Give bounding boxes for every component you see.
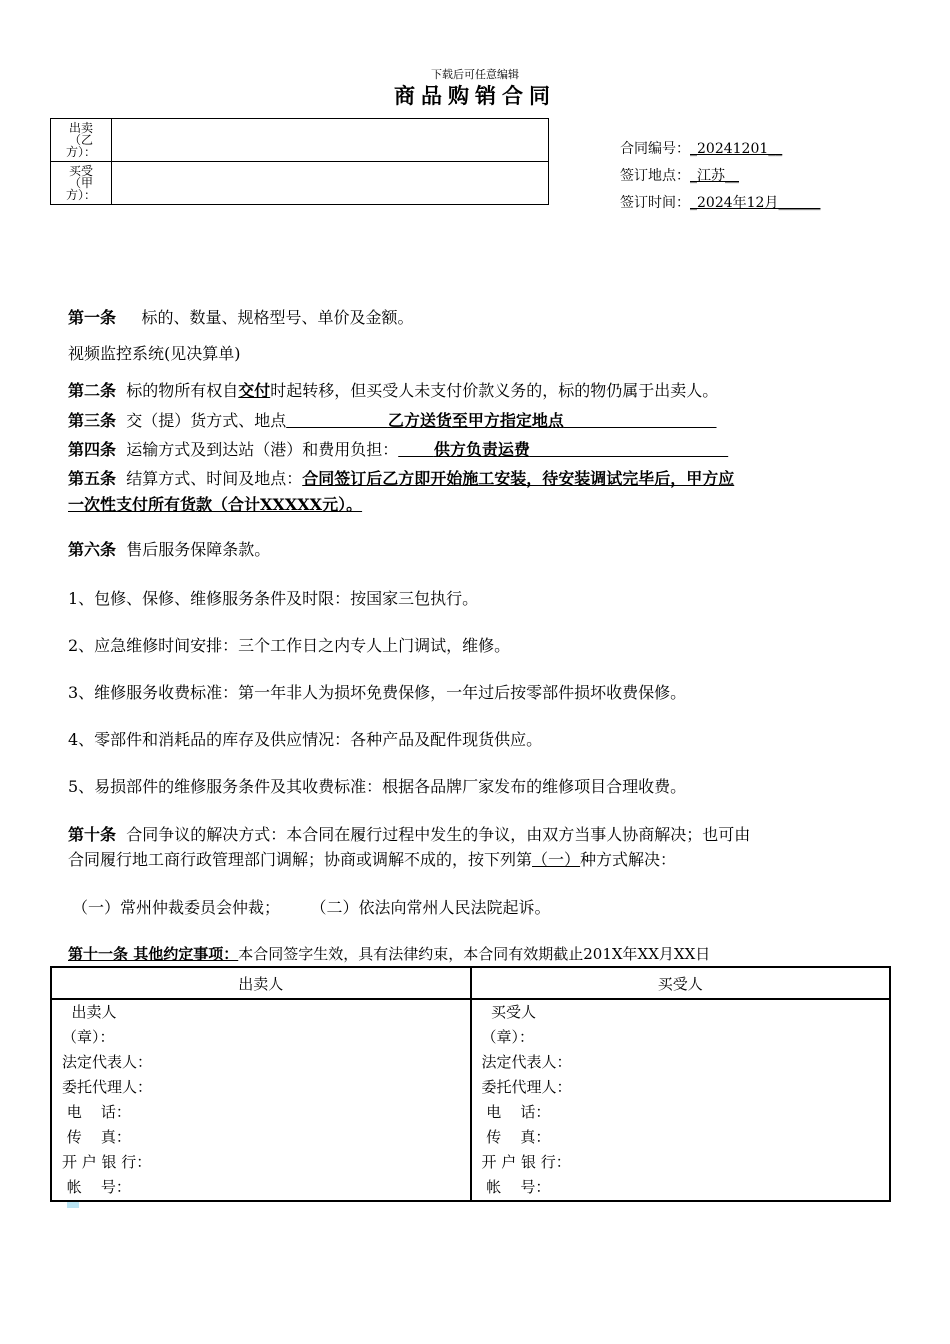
service-item: 2、应急维修时间安排：三个工作日之内专人上门调试，维修。 [68,636,511,655]
seller-signature-block[interactable]: 出卖人 （章）： 法定代表人： 委托代理人： 电 话： 传 真： 开 户 银 行： 帐 号： [51,999,471,1201]
dispute-options: （一）常州仲裁委员会仲裁； （二）依法向常州人民法院起诉。 [72,898,551,917]
contract-no: 合同编号：_20241201__ [620,141,783,157]
seller-label: 出卖 （乙 方）： [51,119,112,162]
article-3-fill: 乙方送货至甲方指定地点 [387,411,564,430]
sign-date-value: _2024年12月______ [690,195,821,211]
article-3: 第三条 交（提）货方式、地点 乙方送货至甲方指定地点 [68,411,564,430]
article-10: 第十条 合同争议的解决方式：本合同在履行过程中发生的争议，由双方当事人协商解决；也可由 [68,825,751,844]
article-2: 第二条 标的物所有权自交付时起转移，但买受人未支付价款义务的，标的物仍属于出卖人。 [68,381,719,400]
sign-date: 签订时间：_2024年12月______ [620,195,821,211]
service-item: 3、维修服务收费标准：第一年非人为损坏免费保修，一年过后按零部件损坏收费保修。 [68,683,687,702]
seller-field[interactable] [112,119,549,162]
article-11: 第十一条 其他约定事项：本合同签字生效，具有法律约束，本合同有效期截止201X年XX月XX日 [68,945,711,963]
service-item: 1、包修、保修、维修服务条件及时限：按国家三包执行。 [68,589,479,608]
cursor-marker [67,1202,79,1208]
buyer-header: 买受人 [471,967,891,999]
article-5-fill: 合同签订后乙方即开始施工安装，待安装调试完毕后，甲方应 [302,469,735,488]
article-5-cont: 一次性支付所有货款（合计XXXXX元）。 [68,495,363,514]
download-note: 下载后可任意编辑 [431,68,519,81]
buyer-field[interactable] [112,162,549,205]
article-4: 第四条 运输方式及到达站（港）和费用负担： 供方负责运费 [68,440,530,459]
article-1-note: 视频监控系统(见决算单) [68,344,241,363]
article-10-fill: （一） [532,850,581,869]
buyer-signature-block[interactable]: 买受人 （章）： 法定代表人： 委托代理人： 电 话： 传 真： 开 户 银 行： 帐 号： [471,999,891,1201]
contract-title: 商品购销合同 [394,84,556,108]
parties-table [50,118,549,205]
article-6: 第六条 售后服务保障条款。 [68,540,271,559]
service-item: 4、零部件和消耗品的库存及供应情况：各种产品及配件现货供应。 [68,730,543,749]
article-5: 第五条 结算方式、时间及地点：合同签订后乙方即开始施工安装，待安装调试完毕后，甲方应 [68,469,735,488]
article-10-cont: 合同履行地工商行政管理部门调解；协商或调解不成的，按下列第（一）种方式解决： [68,850,677,869]
article-2-fill: 交付 [238,381,271,400]
service-item: 5、易损部件的维修服务条件及其收费标准：根据各品牌厂家发布的维修项目合理收费。 [68,777,687,796]
buyer-label: 买受 （甲 方）： [51,162,112,205]
signature-table [50,966,891,1202]
sign-place: 签订地点：_江苏__ [620,168,739,184]
article-4-fill: 供方负责运费 [433,440,530,459]
contract-no-value: _20241201__ [690,141,783,157]
sign-place-value: _江苏__ [690,168,739,184]
seller-header: 出卖人 [51,967,471,999]
article-1: 第一条 标的、数量、规格型号、单价及金额。 [68,308,414,327]
